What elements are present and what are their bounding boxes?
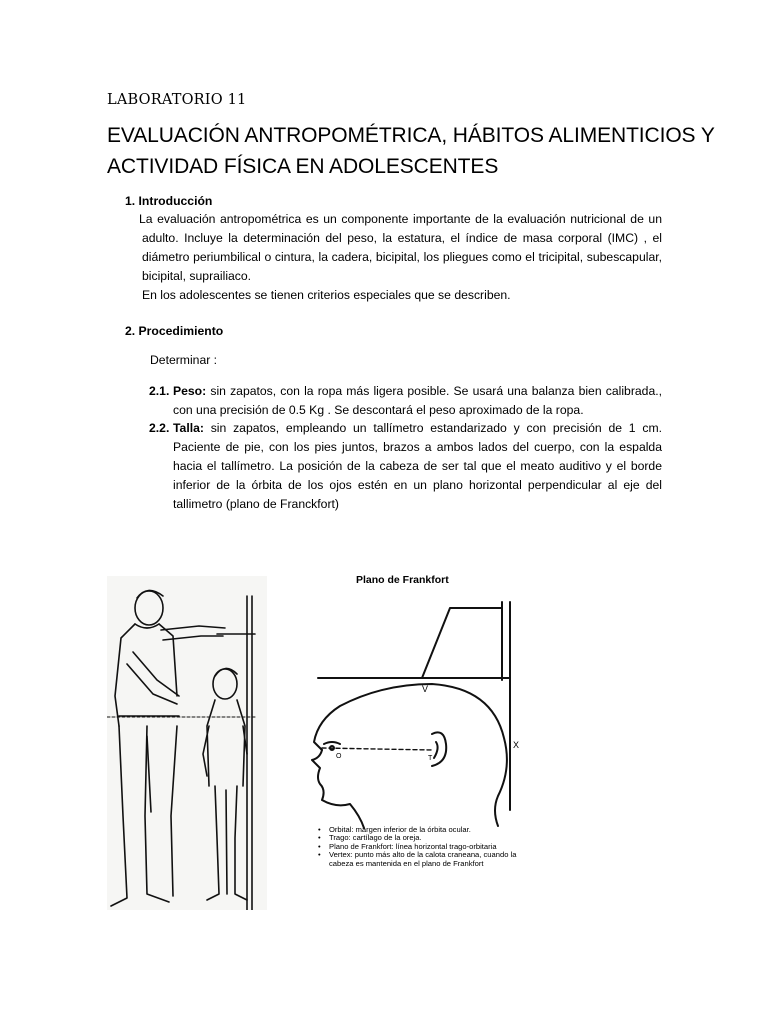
title-line-1: EVALUACIÓN ANTROPOMÉTRICA, HÁBITOS ALIMENTICIOS Y	[107, 124, 715, 147]
note-item: • Vertex: punto más alto de la calota craneana, cuando la cabeza es mantenida en el plano de Frankfort	[318, 851, 528, 868]
item-text: sin zapatos, con la ropa más ligera posible. Se usará una balanza bien calibrada., con una precisión de 0.5 Kg . Se descontará el peso aproximado de la ropa.	[173, 384, 662, 417]
title-line-2: ACTIVIDAD FÍSICA EN ADOLESCENTES	[107, 155, 499, 178]
item-number: 2.2.	[149, 421, 170, 435]
note-item: • Orbital: margen inferior de la órbita ocular.	[318, 826, 528, 834]
x-marker: X	[513, 740, 520, 750]
item-number: 2.1.	[149, 384, 170, 398]
orbital-marker: O	[336, 753, 342, 760]
lab-label: LABORATORIO 11	[107, 92, 247, 108]
document-title	[107, 120, 747, 182]
figure-title: Plano de Frankfort	[356, 574, 449, 586]
note-item: • Plano de Frankfort: línea horizontal trago-orbitaria	[318, 843, 528, 851]
section-1-heading: 1. Introducción	[125, 194, 213, 208]
figure-notes	[318, 826, 528, 868]
item-text: sin zapatos, empleando un tallímetro estandarizado y con precisión de 1 cm. Paciente de pie, con los pies juntos, brazos a ambos lados del cuerpo, con la espalda hacia el tallímetro. La posición de la cabeza de ser tal que el meato auditivo y el borde inferior de la órbita de los ojos estén en un plano horizontal perpendicular al eje del tallimetro (plano de Franckfort)	[173, 421, 662, 511]
procedure-item	[149, 382, 662, 420]
procedure-item	[149, 419, 662, 514]
intro-paragraph-2: En los adolescentes se tienen criterios especiales que se describen.	[142, 288, 511, 302]
item-body	[173, 419, 662, 514]
height-measurement-illustration	[107, 576, 267, 910]
item-term: Peso:	[173, 384, 207, 398]
section-2-heading: 2. Procedimiento	[125, 324, 224, 338]
procedure-lead: Determinar :	[150, 353, 218, 367]
item-body	[173, 382, 662, 420]
note-item: • Trago: cartílago de la oreja.	[318, 834, 528, 842]
item-term: Talla:	[173, 421, 204, 435]
intro-paragraph: La evaluación antropométrica es un componente importante de la evaluación nutricional de un adulto. Incluye la determinación del peso, la estatura, el índice de masa corporal (IMC) , el diámetro periumbilical o cintura, la cadera, bicipital, los pliegues como el tricipital, subescapular, bicipital, suprailiaco.	[139, 212, 662, 283]
vertex-marker: V	[422, 684, 429, 694]
tragus-marker: T	[428, 755, 433, 762]
